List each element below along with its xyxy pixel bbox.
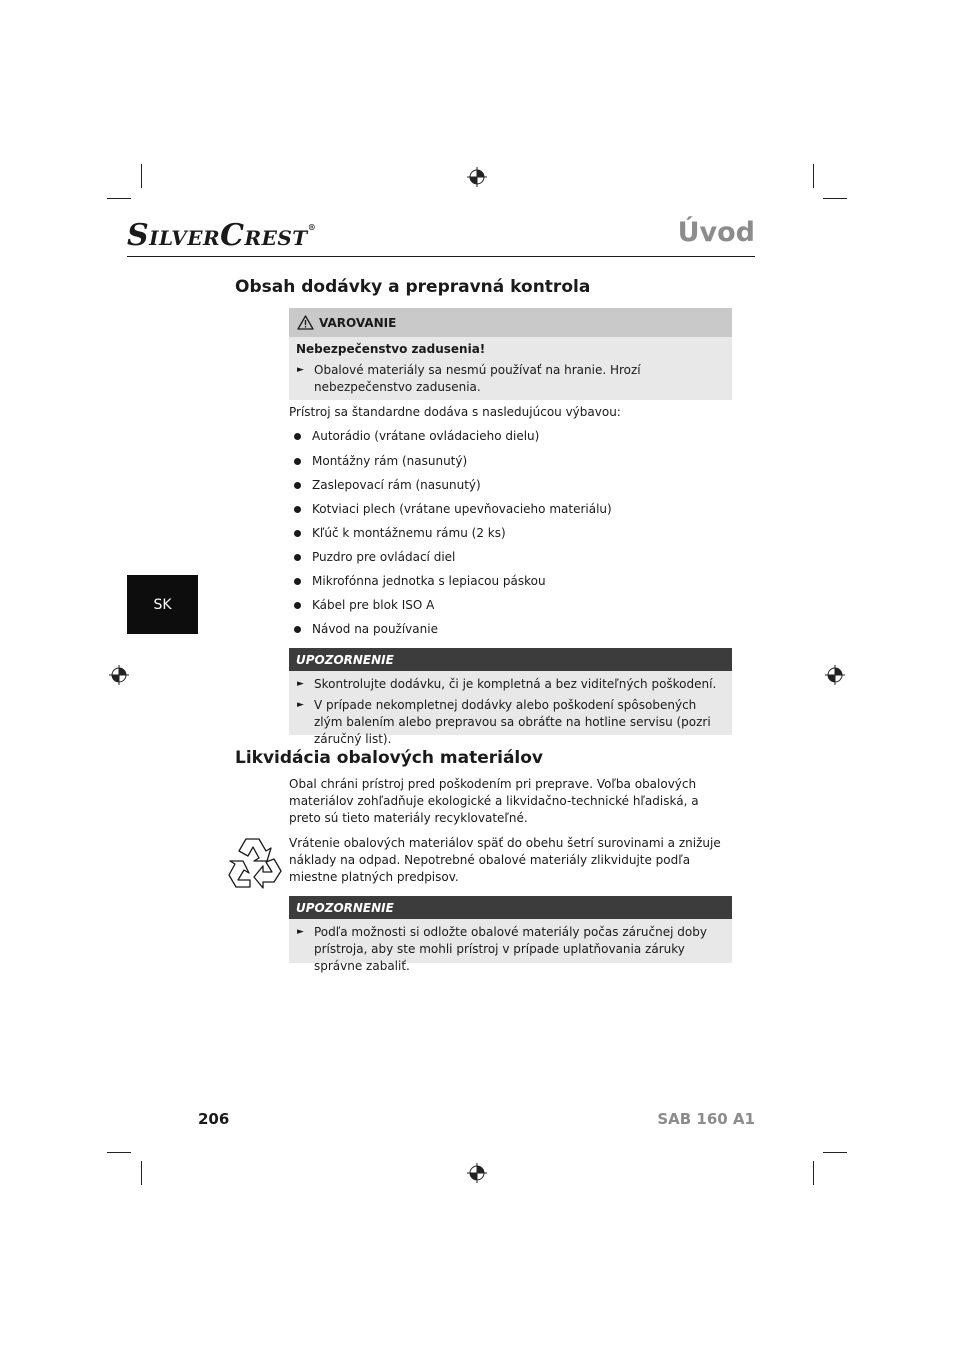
list-item: Kľúč k montážnemu rámu (2 ks) [289,525,506,542]
crop-mark [823,1152,847,1153]
section-heading-delivery: Obsah dodávky a prepravná kontrola [235,277,591,297]
note-box [289,648,732,746]
page-number: 206 [198,1110,230,1128]
model-number: SAB 160 A1 [657,1110,755,1128]
registration-mark-icon [109,665,129,685]
warning-triangle-icon [297,315,314,330]
registration-mark-icon [467,1163,487,1183]
note-box [289,896,732,973]
list-item: Autorádio (vrátane ovládacieho dielu) [289,428,539,445]
note-label: UPOZORNENIE [289,648,732,671]
warning-header [289,308,732,337]
arrow-right-icon: ► [297,700,304,710]
page-title: Úvod [677,217,755,248]
crop-mark [107,1152,131,1153]
warning-label: VAROVANIE [319,315,397,330]
list-item: Mikrofónna jednotka s lepiacou páskou [289,573,546,590]
crop-mark [107,198,131,199]
crop-mark [141,164,142,188]
list-item: Zaslepovací rám (nasunutý) [289,477,481,494]
arrow-right-icon: ► [297,927,304,937]
warning-item: ► Obalové materiály sa nesmú používať na hranie. Hrozí nebezpečenstvo zadusenia. [297,363,641,394]
note-item: ► Skontrolujte dodávku, či je kompletná a bez viditeľných poškodení. [297,677,717,691]
recycle-icon [226,835,284,891]
header-rule [127,256,755,257]
note-label: UPOZORNENIE [289,896,732,919]
arrow-right-icon: ► [297,679,304,689]
registration-mark-icon [467,167,487,187]
crop-mark [813,164,814,188]
arrow-right-icon: ► [297,365,304,375]
delivery-intro: Prístroj sa štandardne dodáva s nasledujúcou výbavou: [289,405,621,419]
registration-mark-icon [825,665,845,685]
section-heading-disposal: Likvidácia obalových materiálov [235,748,544,768]
disposal-paragraph: Vrátenie obalových materiálov späť do obehu šetrí surovinami a znižuje náklady na odpad. Nepotrebné obalové materiály zlikvidujte podľa miestne platných predpisov. [289,836,721,884]
warning-box [289,308,732,400]
disposal-paragraph: Obal chráni prístroj pred poškodením pri preprave. Voľba obalových materiálov zohľadňuje ekologické a likvidačno-technické hľadiská, a preto sú tieto materiály recyklovateľné. [289,777,699,825]
brand-logo: SILVERCREST® [127,218,317,253]
list-item: Puzdro pre ovládací diel [289,549,455,566]
warning-subheading: Nebezpečenstvo zadusenia! [296,342,486,356]
note-item: ► Podľa možnosti si odložte obalové materiály počas záručnej doby prístroja, aby ste mohli prístroj v prípade uplatňovania záruky správne zabaliť. [297,925,707,973]
list-item: Kábel pre blok ISO A [289,597,434,614]
list-item: Návod na používanie [289,621,438,638]
list-item: Montážny rám (nasunutý) [289,453,467,470]
crop-mark [141,1161,142,1185]
crop-mark [823,198,847,199]
list-item: Kotviaci plech (vrátane upevňovacieho materiálu) [289,501,612,518]
language-tab: SK [127,575,198,634]
note-item: ► V prípade nekompletnej dodávky alebo poškodení spôsobených zlým balením alebo prepravou sa obráťte na hotline servisu (pozri záručný list). [297,698,711,746]
crop-mark [813,1161,814,1185]
